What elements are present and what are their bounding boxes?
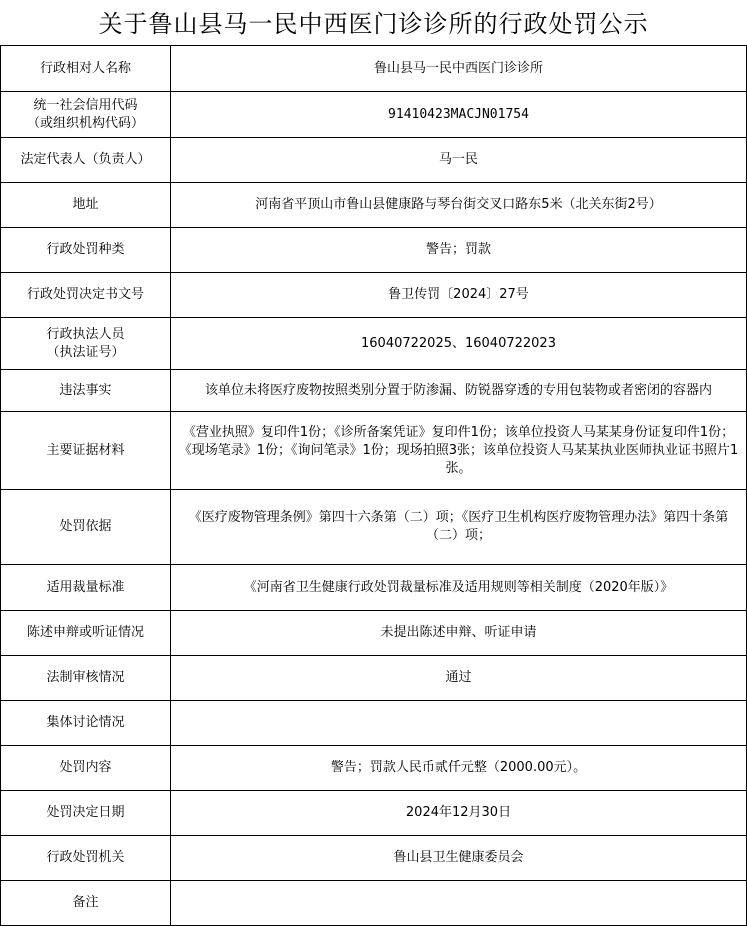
table-row-enforcement-officers (1, 318, 747, 370)
table-row-party-name (1, 46, 747, 92)
row-label: 备注 (1, 881, 171, 926)
row-label: 处罚依据 (1, 490, 171, 565)
row-label: 主要证据材料 (1, 412, 171, 490)
table-row-penalty-type (1, 228, 747, 273)
table-row-collective-discussion (1, 701, 747, 746)
row-label: 适用裁量标准 (1, 565, 171, 611)
row-value (171, 701, 747, 746)
row-value: 鲁卫传罚〔2024〕27号 (171, 273, 747, 318)
row-label: 违法事实 (1, 370, 171, 412)
row-label: 法制审核情况 (1, 656, 171, 701)
row-value: 鲁山县马一民中西医门诊诊所 (171, 46, 747, 92)
table-row-legal-review (1, 656, 747, 701)
row-value: 91410423MACJN01754 (171, 92, 747, 138)
table-row-credit-code (1, 92, 747, 138)
table-row-address (1, 183, 747, 228)
table-row-penalty-authority (1, 836, 747, 881)
row-value: 《河南省卫生健康行政处罚裁量标准及适用规则等相关制度（2020年版）》 (171, 565, 747, 611)
row-label-text: 统一社会信用代码 （或组织机构代码） (26, 97, 144, 131)
table-row-penalty-content (1, 746, 747, 791)
row-label: 陈述申辩或听证情况 (1, 611, 171, 656)
table-row-violation-facts (1, 370, 747, 412)
table-row-evidence (1, 412, 747, 490)
row-value: 2024年12月30日 (171, 791, 747, 836)
table-row-decision-number (1, 273, 747, 318)
row-value: 未提出陈述申辩、听证申请 (171, 611, 747, 656)
row-value: 河南省平顶山市鲁山县健康路与琴台街交叉口路东5米（北关东街2号） (171, 183, 747, 228)
row-label: 行政处罚种类 (1, 228, 171, 273)
row-label: 行政相对人名称 (1, 46, 171, 92)
page-title: 关于鲁山县马一民中西医门诊诊所的行政处罚公示 (98, 10, 649, 38)
row-value: 警告；罚款人民币贰仟元整（2000.00元）。 (171, 746, 747, 791)
table-row-discretion-standard (1, 565, 747, 611)
row-value: 通过 (171, 656, 747, 701)
row-label: 集体讨论情况 (1, 701, 171, 746)
row-value: 鲁山县卫生健康委员会 (171, 836, 747, 881)
row-value: 该单位未将医疗废物按照类别分置于防渗漏、防锐器穿透的专用包装物或者密闭的容器内 (171, 370, 747, 412)
row-value: 警告；罚款 (171, 228, 747, 273)
table-row-penalty-basis (1, 490, 747, 565)
table-row-legal-representative (1, 138, 747, 183)
table-row-decision-date (1, 791, 747, 836)
row-label: 处罚决定日期 (1, 791, 171, 836)
row-value: 马一民 (171, 138, 747, 183)
row-label: 行政处罚机关 (1, 836, 171, 881)
row-label: 行政处罚决定书文号 (1, 273, 171, 318)
row-value: 《营业执照》复印件1份；《诊所备案凭证》复印件1份；该单位投资人马某某身份证复印件1份；《现场笔录》1份；《询问笔录》1份；现场拍照3张；该单位投资人马某某执业医师执业证书照片1张。 (171, 412, 747, 490)
row-label: 处罚内容 (1, 746, 171, 791)
row-label: 法定代表人（负责人） (1, 138, 171, 183)
row-value: 16040722025、16040722023 (171, 318, 747, 370)
row-value: 《医疗废物管理条例》第四十六条第（二）项；《医疗卫生机构医疗废物管理办法》第四十条第（二）项； (171, 490, 747, 565)
row-label (1, 318, 171, 370)
row-label: 地址 (1, 183, 171, 228)
row-label (1, 92, 171, 138)
penalty-info-table (0, 45, 747, 926)
table-row-statement-hearing (1, 611, 747, 656)
row-label-text: 行政执法人员 （执法证号） (46, 326, 125, 360)
